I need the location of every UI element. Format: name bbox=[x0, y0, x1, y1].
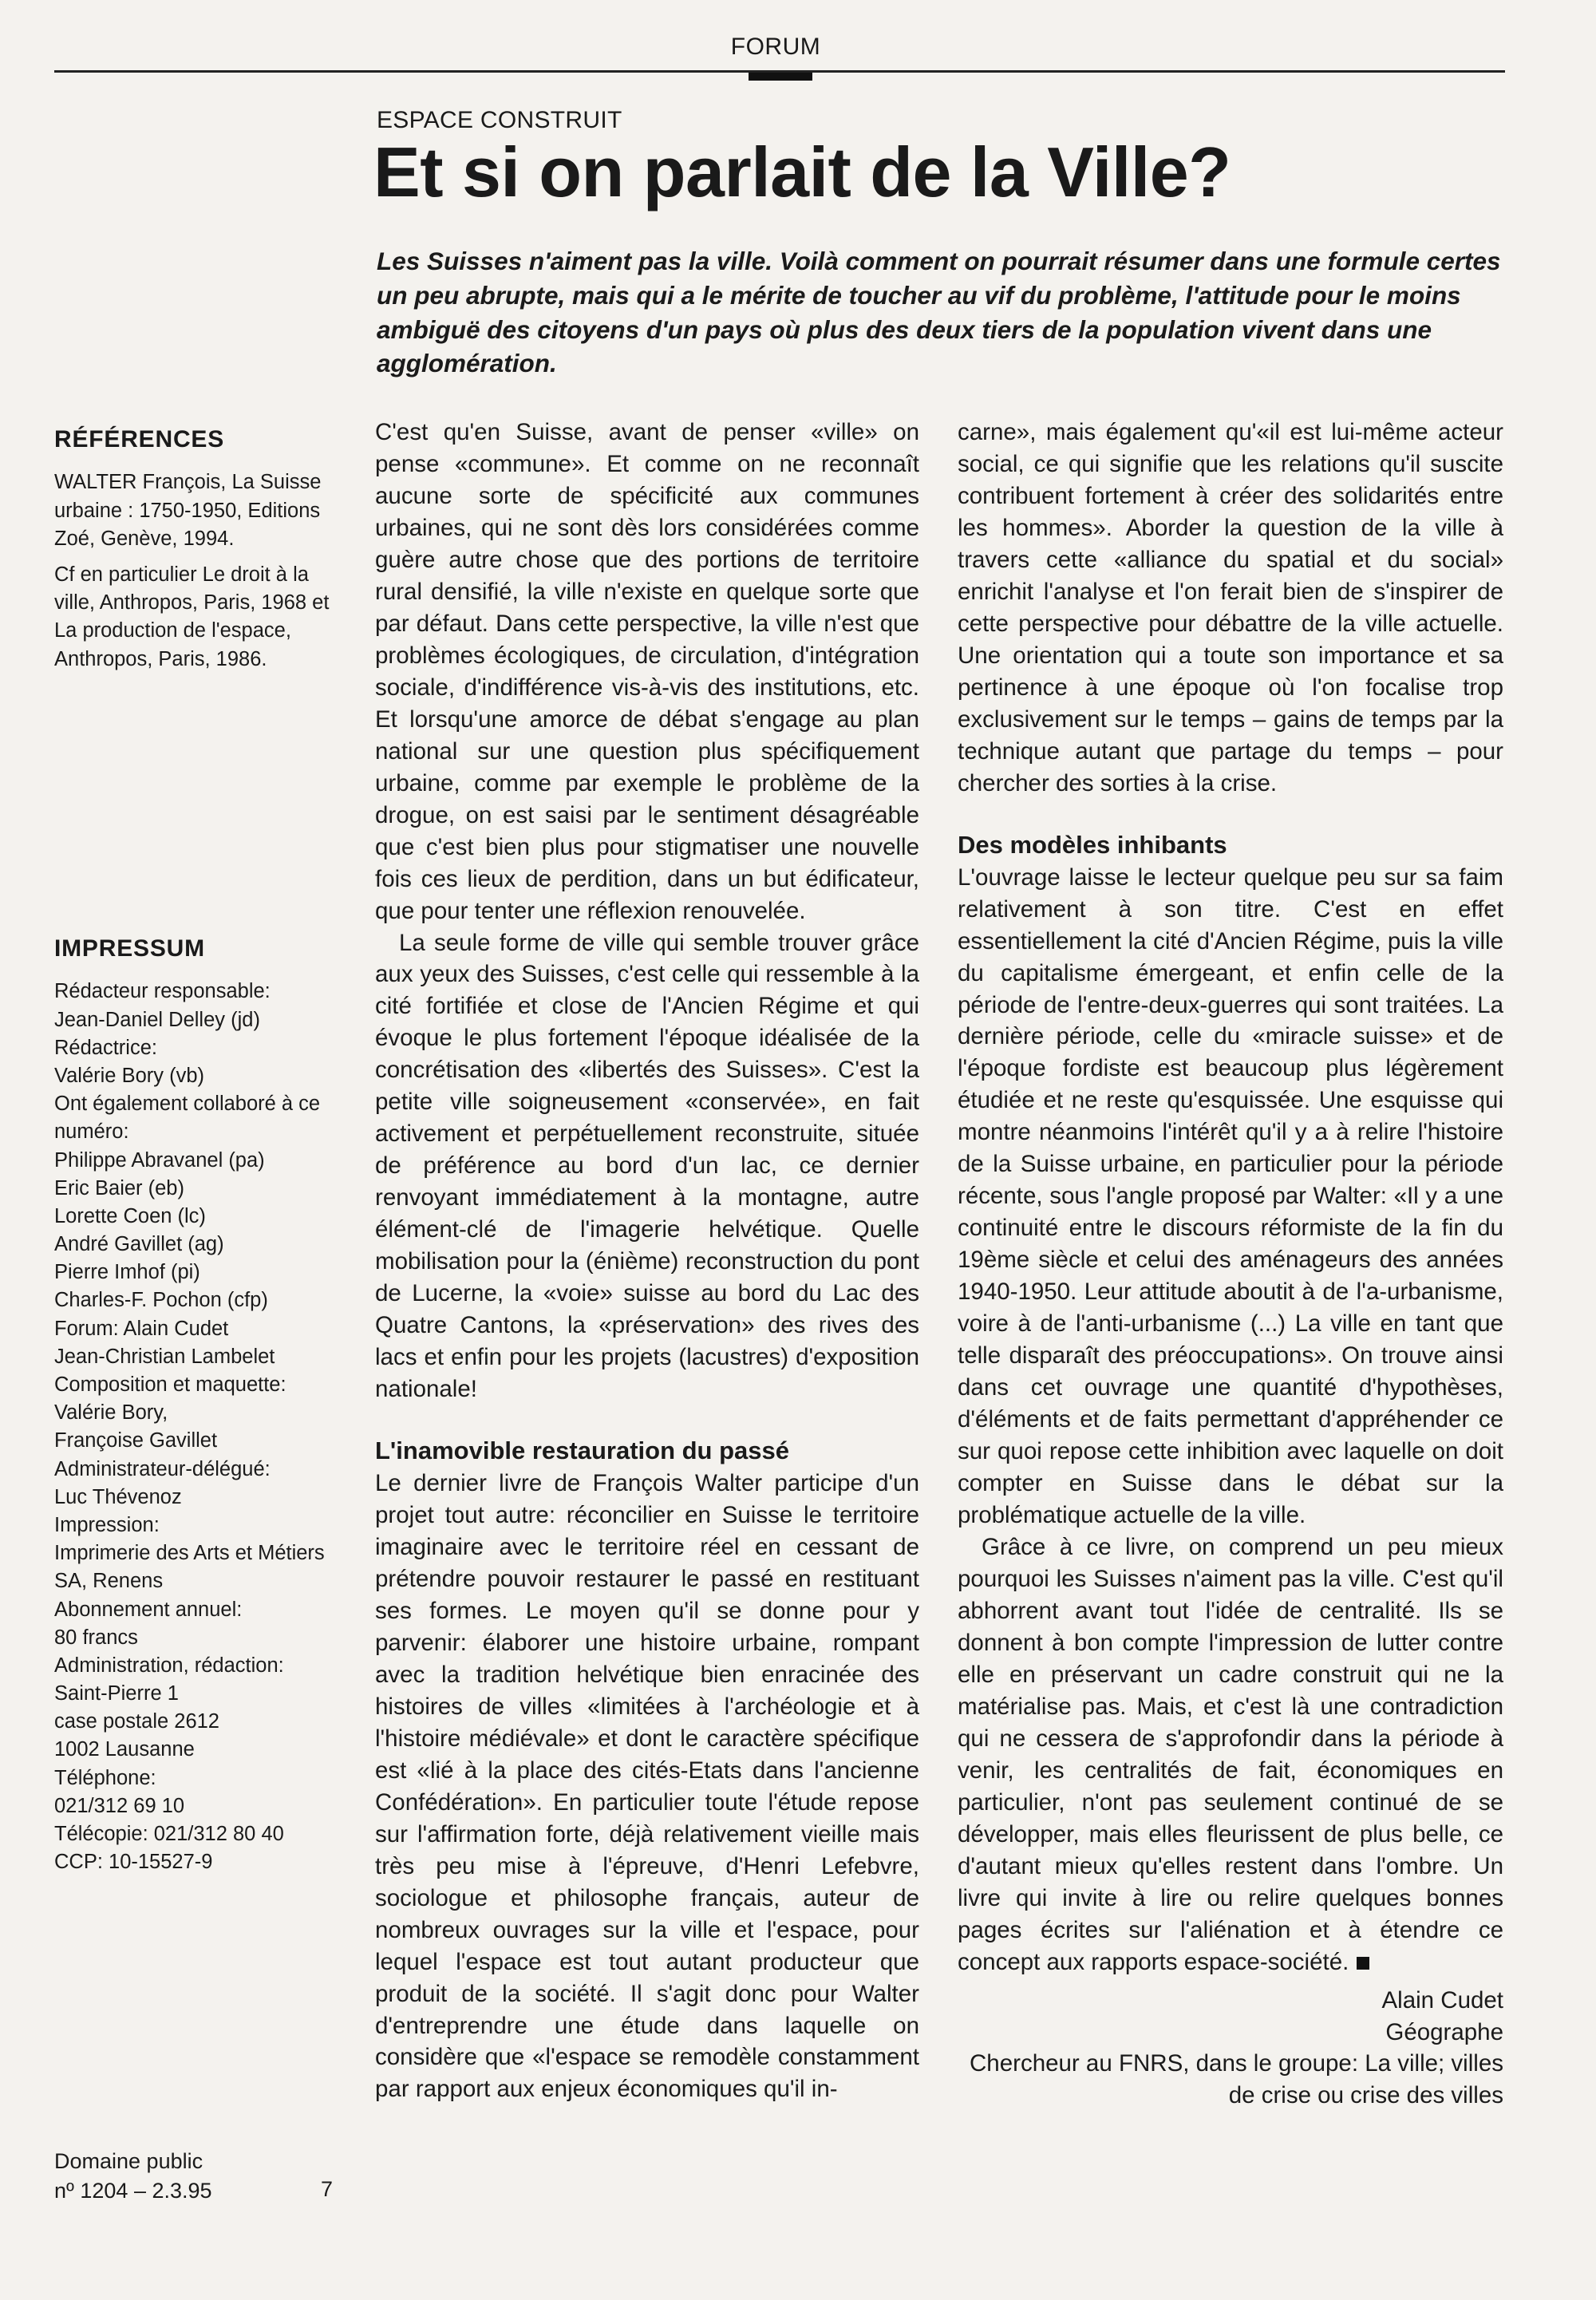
author-role: Géographe bbox=[1385, 2018, 1503, 2045]
page-number: 7 bbox=[321, 2177, 334, 2201]
paragraph-text: Grâce à ce livre, on comprend un peu mieux pourquoi les Suisses n'aiment pas la ville. C'est qu'il abhorrent avant tout l'idée de centralité. Ils se donnent à bon compte l'impression de lutter contre elle en préservant un cadre construit qui ne la matérialise pas. Mais, et c'est là une contradiction qui ne cessera de s'approfondir dans la période à venir, les centralités de fait, économiques en particulier, n'ont pas seulement continué de se développer, mais elles fleurissent de plus belle, ce d'autant mieux qu'elles restent dans l'ombre. Un livre qui invite à lire ou relire quelques bonnes pages écrites sur l'aliénation et à étendre ce concept aux rapports espace-société. bbox=[958, 1533, 1503, 1975]
impressum-line: Pierre Imhof (pi) bbox=[54, 1261, 200, 1284]
impressum-line: Luc Thévenoz bbox=[54, 1485, 182, 1508]
impressum-line: CCP: 10-15527-9 bbox=[54, 1851, 213, 1874]
impressum-line: Ont également collaboré à ce numéro: bbox=[54, 1093, 321, 1144]
reference-item: Cf en particulier Le droit à la ville, Anthropos, Paris, 1968 et La production de l'espace, Anthropos, Paris, 1986. bbox=[54, 563, 330, 670]
reference-item: WALTER François, La Suisse urbaine : 1750-1950, Editions Zoé, Genève, 1994. bbox=[54, 471, 322, 550]
article-kicker: ESPACE CONSTRUIT bbox=[377, 107, 622, 133]
impressum-line: Saint-Pierre 1 bbox=[54, 1682, 179, 1705]
impressum-line: Forum: Alain Cudet bbox=[54, 1317, 229, 1340]
section-label: FORUM bbox=[730, 34, 821, 60]
paragraph: L'ouvrage laisse le lecteur quelque peu sur sa faim relativement à son titre. C'est en effet essentiellement la cité d'Ancien Régime, puis la ville du capitalisme émergeant, et enfin celle de la période de l'entre-deux-guerres qui sont traitées. La dernière période, celle du «miracle suisse» et de l'époque fordiste est beaucoup plus légèrement étudiée et ne reste qu'esquissée. Une esquisse qui montre néanmoins l'intérêt qu'il y a à relire l'histoire de la Suisse urbaine, en particulier pour la période récente, sous l'angle proposé par Walter: «Il y a une continuité entre le discours réformiste de la fin du 19ème siècle et celui des aménageurs des années 1940-1950. Leur attitude aboutit à de l'a-urbanisme, voire à de l'anti-urbanisme (...) La ville en tant que telle disparaît des préoccupations». On trouve ainsi dans cet ouvrage une quantité d'hypothèses, d'éléments et de faits permettant d'appréhender ce sur quoi repose cette inhibition avec laquelle on doit compter en Suisse dans le débat sur la problématique actuelle de la ville. bbox=[958, 863, 1503, 1528]
impressum-line: 1002 Lausanne bbox=[54, 1738, 195, 1761]
author-affiliation: Chercheur au FNRS, dans le groupe: La ville; villes de crise ou crise des villes bbox=[970, 2050, 1503, 2109]
paragraph-final bbox=[958, 1531, 1503, 1978]
impressum-line: Composition et maquette: bbox=[54, 1373, 286, 1397]
article-column-2 bbox=[958, 417, 1503, 2112]
article-lead: Les Suisses n'aiment pas la ville. Voilà comment on pourrait résumer dans une formule certes un peu abrupte, mais qui a le mérite de toucher au vif du problème, l'attitude pour le moins ambiguë des citoyens d'un pays où plus des deux tiers de la population vivent dans une agglomération. bbox=[377, 247, 1501, 378]
impressum-line: Charles-F. Pochon (cfp) bbox=[54, 1289, 268, 1312]
paragraph: C'est qu'en Suisse, avant de penser «ville» on pense «commune». Et comme on ne reconnaît aucune sorte de spécificité aux communes urbaines, qui ne sont dès lors considérées comme guère autre chose que des portions de territoire rural densifié, la ville n'existe en quelque sorte que par défaut. Dans cette perspective, la ville n'est que problèmes écologiques, de circulation, d'intégration sociale, d'indifférence vis-à-vis des institutions, etc. Et lorsqu'une amorce de débat s'engage au plan national sur une question plus spécifiquement urbaine, comme par exemple le problème de la drogue, on est saisi par le sentiment désagréable que c'est bien plus pour stigmatiser une nouvelle fois ces lieux de perdition, dans un but édificateur, que pour tenter une réflexion renouvelée. bbox=[375, 419, 919, 924]
issue-number: nº 1204 – 2.3.95 bbox=[54, 2179, 212, 2203]
impressum-heading: IMPRESSUM bbox=[54, 935, 205, 962]
impressum-line: Téléphone: bbox=[54, 1766, 156, 1789]
publication-name: Domaine public bbox=[54, 2149, 203, 2173]
references-box bbox=[54, 423, 342, 682]
article-title: Et si on parlait de la Ville? bbox=[373, 132, 1231, 211]
impressum-lines bbox=[54, 978, 342, 1876]
impressum-line: Lorette Coen (lc) bbox=[54, 1204, 206, 1227]
impressum-line: Jean-Christian Lambelet bbox=[54, 1345, 275, 1368]
footer-publication bbox=[54, 2147, 212, 2207]
impressum-line: Administrateur-délégué: bbox=[54, 1457, 271, 1480]
impressum-line: 80 francs bbox=[54, 1626, 138, 1649]
end-of-article-mark bbox=[1357, 1957, 1369, 1970]
subheading: Des modèles inhibants bbox=[958, 830, 1227, 859]
impressum-box bbox=[54, 932, 342, 1876]
paragraph: carne», mais également qu'«il est lui-même acteur social, ce qui signifie que les relations qu'il suscite contribuent fortement à créer des solidarités entre les hommes». Aborder la question de la ville à travers cette «alliance du spatial et du social» enrichit l'analyse et l'on ferait bien de s'inspirer de cette perspective pour débattre de la ville actuelle. Une orientation qui a toute son importance et sa pertinence à une époque où l'on focalise trop exclusivement sur le temps – gains de temps par la technique autant que partage du temps – pour chercher des sorties à la crise. bbox=[958, 419, 1503, 796]
impressum-line: Impression: bbox=[54, 1513, 160, 1536]
impressum-line: André Gavillet (ag) bbox=[54, 1233, 224, 1256]
article-column-1 bbox=[375, 417, 919, 2105]
author-signature bbox=[958, 1985, 1503, 2112]
impressum-line: Françoise Gavillet bbox=[54, 1429, 218, 1452]
references-heading: RÉFÉRENCES bbox=[54, 426, 225, 452]
impressum-line: Administration, rédaction: bbox=[54, 1654, 284, 1677]
paragraph: La seule forme de ville qui semble trouver grâce aux yeux des Suisses, c'est celle qui ressemble à la cité fortifiée et close de l'Ancien Régime et qui évoque le plus fortement l'époque idéalisée de la concrétisation des «libertés des Suisses». C'est la petite ville soigneusement «conservée», en fait activement et perpétuellement reconstruite, située de préférence au bord d'un lac, ce dernier renvoyant immédiatement à la montagne, autre élément-clé de l'imagerie helvétique. Quelle mobilisation pour la (énième) reconstruction du pont de Lucerne, la «voie» suisse au bord du Lac des Quatre Cantons, la «préservation» des rives des lacs et enfin pour les projets (lacustres) d'exposition nationale! bbox=[375, 929, 919, 1403]
impressum-line: Valérie Bory, bbox=[54, 1401, 168, 1425]
impressum-line: Télécopie: 021/312 80 40 bbox=[54, 1823, 284, 1846]
impressum-line: Philippe Abravanel (pa) bbox=[54, 1148, 265, 1172]
impressum-line: Valérie Bory (vb) bbox=[54, 1064, 205, 1087]
paragraph: Le dernier livre de François Walter participe d'un projet tout autre: réconcilier en Suisse le territoire imaginaire avec le territoire réel en cessant de prétendre pouvoir restaurer le passé en restituant ses formes. Le moyen qu'il se donne pour y parvenir: élaborer une histoire urbaine, rompant avec la tradition helvétique bien enracinée des histoires de villes «limitées à l'archéologie et à l'histoire médiévale» et dont le caractère spécifique est «lié à la place des cités-Etats dans l'ancienne Confédération». En particulier toute l'étude repose sur l'affirmation forte, déjà relativement vieille mais très peu mise à l'épreuve, d'Henri Lefebvre, sociologue et philosophe français, auteur de nombreux ouvrages sur la ville et l'espace, pour lequel l'espace est tout autant producteur que produit de la société. Il s'agit donc pour Walter d'entreprendre une étude dans laquelle on considère que «l'espace se remodèle constamment par rapport aux enjeux économiques qu'il in- bbox=[375, 1470, 919, 2103]
impressum-line: Rédactrice: bbox=[54, 1036, 157, 1059]
subheading: L'inamovible restauration du passé bbox=[375, 1437, 790, 1465]
section-marker-bar bbox=[749, 73, 812, 81]
impressum-line: Abonnement annuel: bbox=[54, 1598, 243, 1621]
impressum-line: Rédacteur responsable: bbox=[54, 980, 271, 1003]
impressum-line: 021/312 69 10 bbox=[54, 1794, 185, 1817]
author-name: Alain Cudet bbox=[1381, 1986, 1503, 2013]
impressum-line: Jean-Daniel Delley (jd) bbox=[54, 1008, 260, 1031]
impressum-line: case postale 2612 bbox=[54, 1710, 219, 1733]
impressum-line: Eric Baier (eb) bbox=[54, 1176, 184, 1199]
impressum-line: Imprimerie des Arts et Métiers SA, Renens bbox=[54, 1542, 325, 1593]
